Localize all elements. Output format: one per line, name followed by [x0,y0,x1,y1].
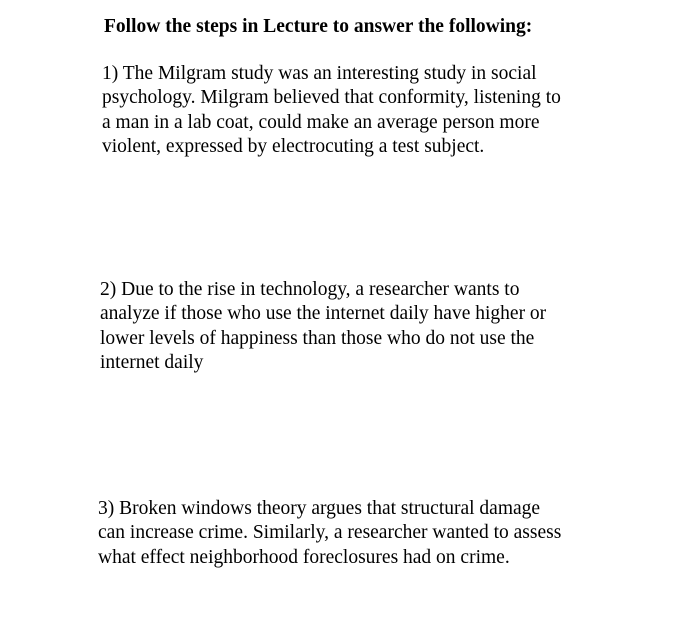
question-1-text: 1) The Milgram study was an interesting study in social psychology. Milgram believed that conformity, listening to a man in a lab coat, could make an average person more violent, expressed by electrocuting a test subject. [102,63,561,157]
question-2-text: 2) Due to the rise in technology, a researcher wants to analyze if those who use the internet daily have higher or lower levels of happiness than those who do not use the internet daily [100,279,547,373]
question-3-text: 3) Broken windows theory argues that structural damage can increase crime. Similarly, a researcher wanted to assess what effect neighborhood foreclosures had on crime. [98,498,562,568]
instructions-heading: Follow the steps in Lecture to answer the following: [104,16,533,37]
